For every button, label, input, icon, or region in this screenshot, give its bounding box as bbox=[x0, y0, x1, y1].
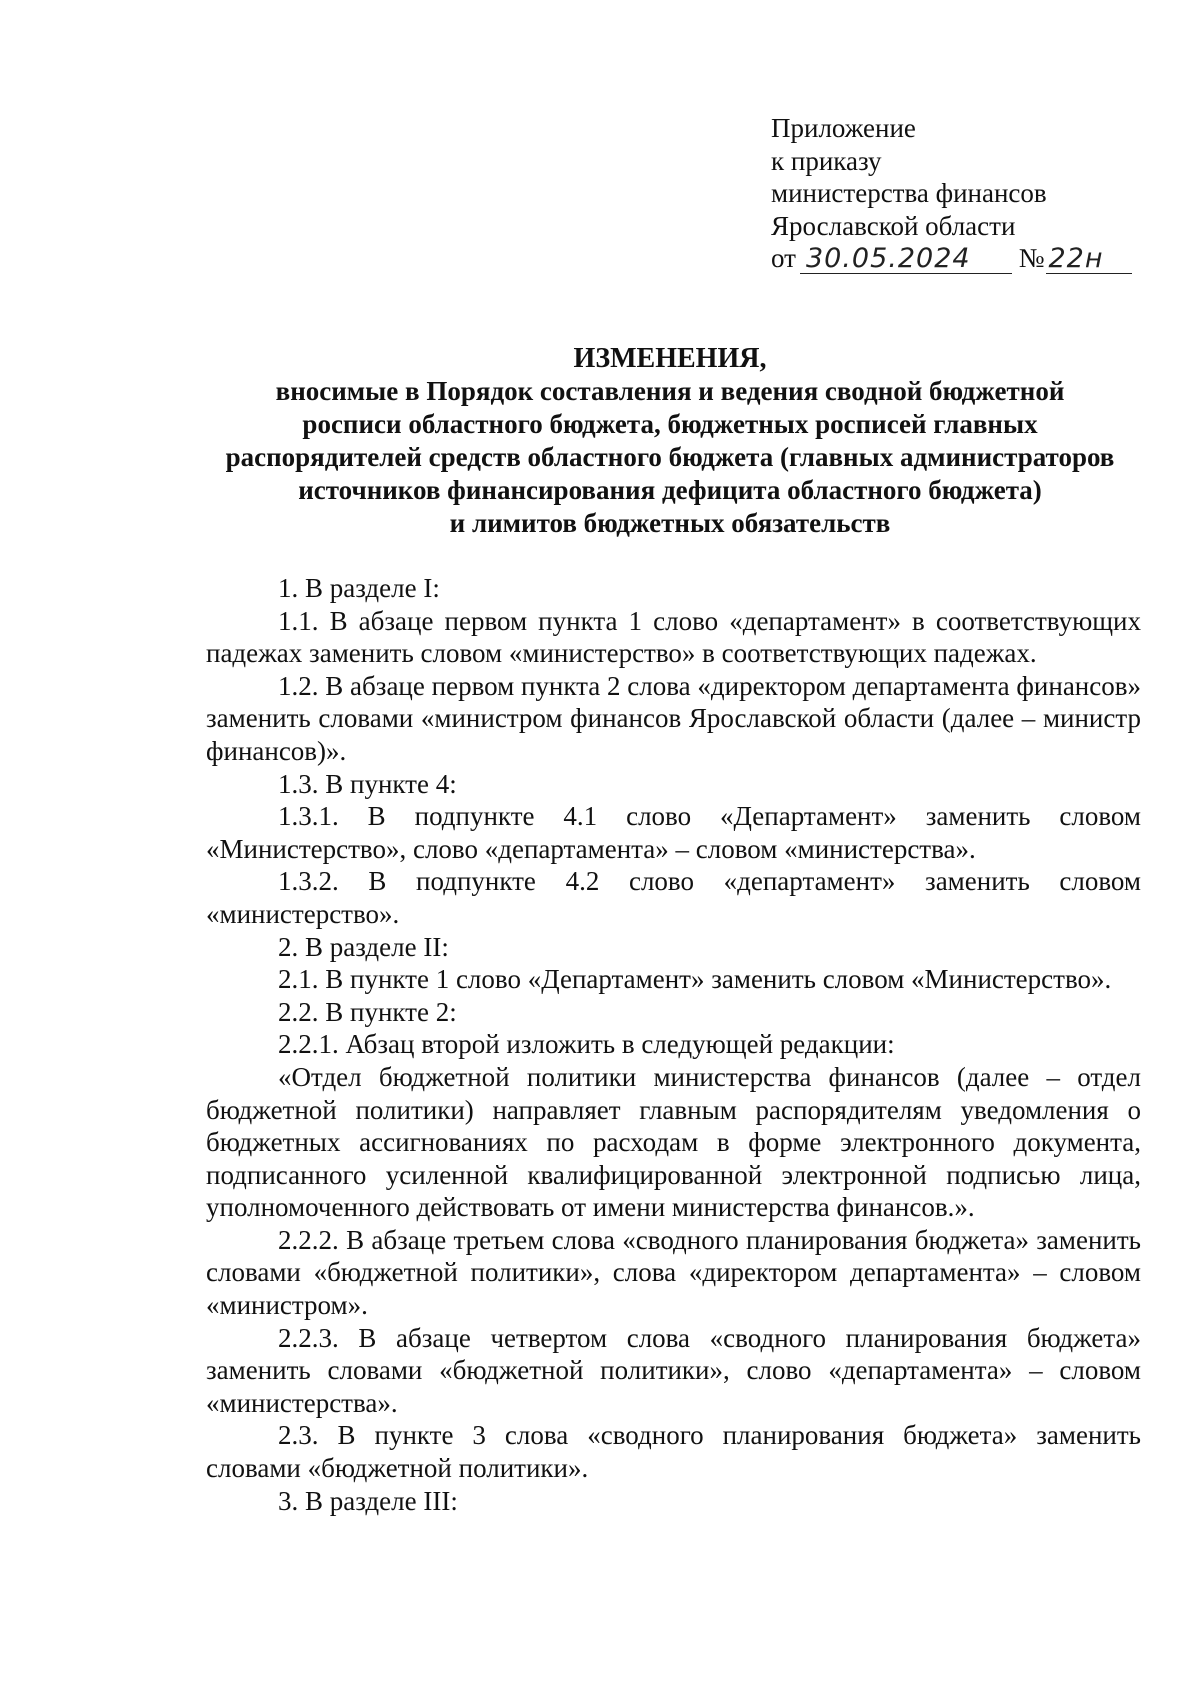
paragraph: 2.3. В пункте 3 слова «сводного планирования бюджета» заменить словами «бюджетной политики». bbox=[206, 1420, 1141, 1484]
handwritten-date: 30.05.2024 bbox=[800, 245, 1012, 274]
title-line-1: вносимые в Порядок составления и ведения сводной бюджетной bbox=[275, 376, 1065, 406]
paragraph: 1.2. В абзаце первом пункта 2 слова «директором департамента финансов» заменить словами «министром финансов Ярославской области (далее – министр финансов)». bbox=[206, 670, 1141, 766]
date-prefix: от bbox=[771, 243, 796, 273]
appendix-ministry: министерства финансов bbox=[771, 178, 1047, 208]
appendix-header bbox=[771, 112, 1132, 275]
paragraph: 3. В разделе III: bbox=[278, 1485, 458, 1516]
paragraph: 1.3.2. В подпункте 4.2 слово «департамент» заменить словом «министерство». bbox=[206, 866, 1141, 929]
paragraph: 2.2. В пункте 2: bbox=[278, 996, 457, 1027]
paragraph: 1.3. В пункте 4: bbox=[278, 768, 457, 799]
paragraph: «Отдел бюджетной политики министерства финансов (далее – отдел бюджетной политики) направляет главным распорядителям уведомления о бюджетных ассигнованиях по расходам в форме электронного документа, подписанного усиленной квалифицированной электронной подписью лица, уполномоченного действовать от имени министерства финансов.». bbox=[206, 1061, 1141, 1223]
paragraph: 1.3.1. В подпункте 4.1 слово «Департамент» заменить словом «Министерство», слово «департамента» – словом «министерства». bbox=[206, 801, 1141, 864]
document-body bbox=[206, 572, 1141, 1517]
paragraph: 2.1. В пункте 1 слово «Департамент» заменить словом «Министерство». bbox=[278, 964, 1112, 995]
appendix-order-ref: к приказу bbox=[771, 145, 882, 176]
paragraph: 2.2.3. В абзаце четвертом слова «сводного планирования бюджета» заменить словами «бюджетной политики», слово «департамента» – словом «министерства». bbox=[206, 1322, 1141, 1418]
paragraph: 2.2.2. В абзаце третьем слова «сводного планирования бюджета» заменить словами «бюджетной политики», слова «директором департамента» – словом «министром». bbox=[206, 1224, 1141, 1321]
paragraph: 2. В разделе II: bbox=[278, 931, 449, 962]
number-prefix: № bbox=[1018, 243, 1045, 273]
title-line-5: и лимитов бюджетных обязательств bbox=[449, 508, 891, 538]
appendix-label: Приложение bbox=[771, 113, 916, 143]
title-line-4: источников финансирования дефицита областного бюджета) bbox=[298, 475, 1042, 505]
title-main: ИЗМЕНЕНИЯ, bbox=[573, 343, 767, 374]
appendix-region: Ярославской области bbox=[771, 210, 1016, 241]
handwritten-number: 22н bbox=[1046, 245, 1132, 274]
title-line-3: распорядителей средств областного бюджета (главных администраторов bbox=[225, 442, 1115, 472]
appendix-date-number-row bbox=[771, 242, 1132, 275]
title-line-2: росписи областного бюджета, бюджетных росписей главных bbox=[302, 409, 1038, 439]
paragraph: 2.2.1. Абзац второй изложить в следующей редакции: bbox=[278, 1029, 895, 1060]
paragraph: 1.1. В абзаце первом пункта 1 слово «департамент» в соответствующих падежах заменить словом «министерство» в соответствующих падежах. bbox=[206, 605, 1141, 669]
paragraph: 1. В разделе I: bbox=[278, 573, 440, 603]
document-title bbox=[195, 342, 1145, 540]
